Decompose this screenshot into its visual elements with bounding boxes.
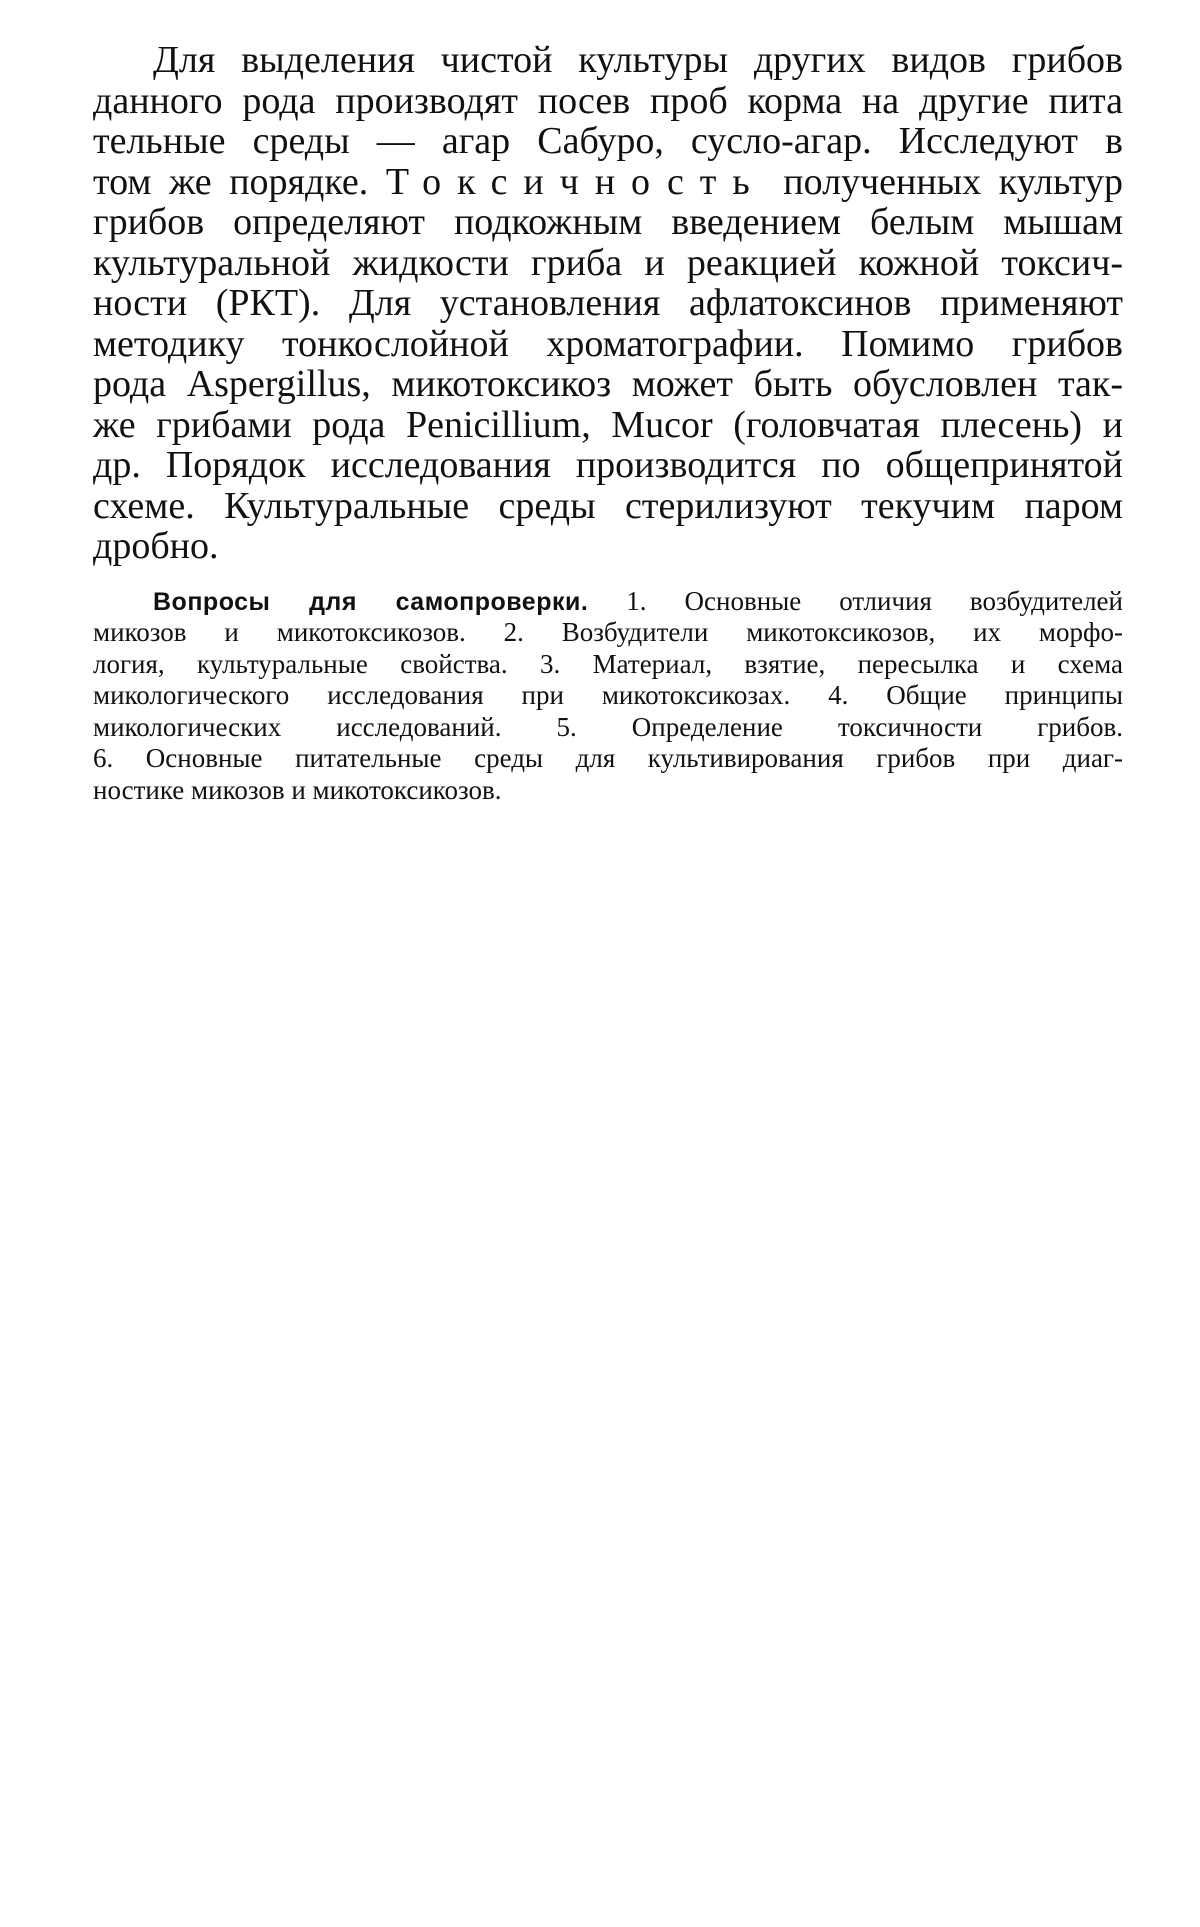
paragraph-line: грибов определяют подкожным введением белым мышам <box>93 201 1123 243</box>
paragraph-line: же грибами рода Penicillium, Mucor (головчатая плесень) и <box>93 403 1123 446</box>
questions-line: микологического исследования при микотоксикозах. 4. Общие принципы <box>93 680 1123 710</box>
paragraph-line: дробно. <box>93 525 219 567</box>
paragraph-line: ности (РКТ). Для установления афлатоксинов применяют <box>93 282 1123 324</box>
paragraph-line: рода Aspergillus, микотоксикоз может быть обусловлен так- <box>93 363 1123 405</box>
paragraph-line: тельные среды — агар Сабуро, сусло-агар. Исследуют в <box>93 120 1123 162</box>
questions-line <box>93 586 1123 618</box>
questions-line: микологических исследований. 5. Определение токсичности грибов. <box>93 711 1123 742</box>
paragraph-line: методику тонкослойной хроматографии. Помимо грибов <box>93 322 1123 365</box>
paragraph-line: др. Порядок исследования производится по общепринятой <box>93 444 1123 486</box>
paragraph-line: Для выделения чистой культуры других видов грибов <box>153 39 1123 81</box>
questions-line: микозов и микотоксикозов. 2. Возбудители микотоксикозов, их морфо- <box>93 617 1123 647</box>
page-content <box>93 40 1123 806</box>
paragraph-line <box>93 162 1123 203</box>
paragraph-text: полученных культур <box>783 160 1123 203</box>
questions-text: 1. Основные отличия возбудителей <box>626 585 1123 616</box>
questions-line: ностике микозов и микотоксикозов. <box>93 774 502 805</box>
questions-line: 6. Основные питательные среды для культивирования грибов при диаг- <box>93 743 1123 773</box>
paragraph-line: схеме. Культуральные среды стерилизуют текучим паром <box>93 484 1123 527</box>
paragraph-line: культуральной жидкости гриба и реакцией кожной токсич- <box>93 241 1123 284</box>
paragraph-line: данного рода производят посев проб корма на другие пита <box>93 79 1123 122</box>
spaced-term-toxicity: Токсичность <box>385 160 766 203</box>
self-check-questions <box>93 586 1123 807</box>
main-paragraph <box>93 40 1123 567</box>
paragraph-text: том же порядке. <box>93 160 369 203</box>
questions-heading: Вопросы для самопроверки. <box>153 587 589 616</box>
questions-line: логия, культуральные свойства. 3. Материал, взятие, пересылка и схема <box>93 648 1123 679</box>
